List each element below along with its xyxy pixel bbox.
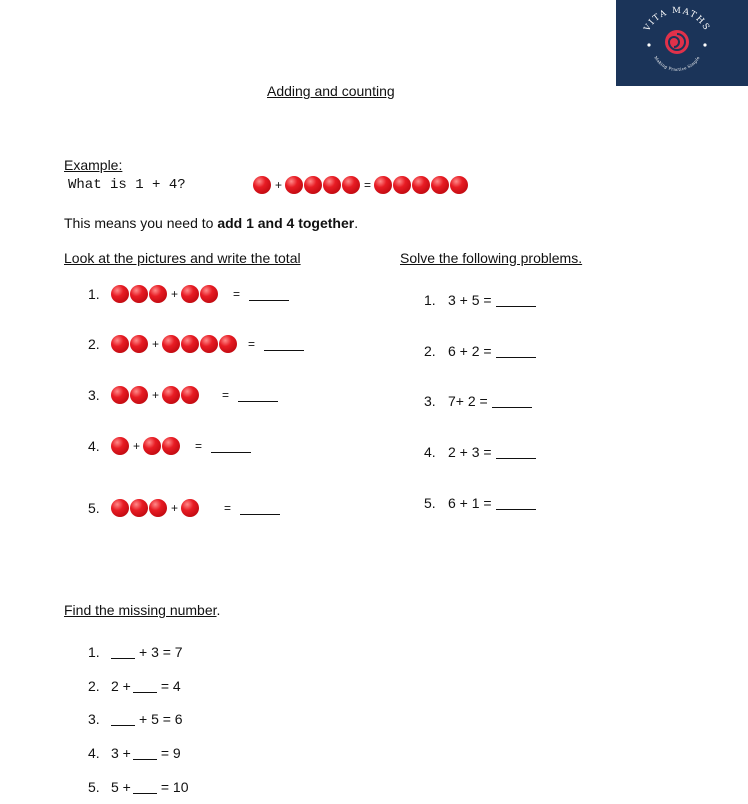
answer-blank[interactable]	[496, 345, 536, 358]
solve-heading: Solve the following problems.	[400, 250, 583, 266]
equals-sign: =	[195, 439, 203, 453]
example-question: What is 1 + 4?	[68, 177, 186, 193]
problem-after: = 9	[160, 745, 181, 761]
picture-problem	[88, 283, 289, 305]
missing-heading: Find the missing number	[64, 602, 217, 618]
ball-group-b	[285, 176, 361, 194]
example-heading: Example:	[64, 157, 123, 173]
red-ball-icon	[181, 386, 199, 404]
answer-blank[interactable]	[238, 389, 278, 402]
red-ball-icon	[162, 386, 180, 404]
red-ball-icon	[111, 386, 129, 404]
red-ball-icon	[200, 335, 218, 353]
red-ball-icon	[219, 335, 237, 353]
svg-text:VITA MATHS	[642, 6, 712, 34]
solve-problem	[424, 441, 536, 463]
problem-number: 4.	[88, 438, 100, 454]
equals-sign: =	[224, 501, 232, 515]
logo-graphic	[616, 0, 748, 86]
plus-sign: +	[152, 337, 160, 351]
ball-group-a	[111, 499, 168, 517]
red-ball-icon	[323, 176, 341, 194]
problem-number: 3.	[88, 387, 100, 403]
problem-number: 5.	[88, 500, 100, 516]
problem-number: 1.	[88, 286, 100, 302]
problem-text: 2 + 3 =	[448, 444, 492, 460]
red-ball-icon	[181, 499, 199, 517]
red-ball-icon	[412, 176, 430, 194]
red-ball-icon	[162, 335, 180, 353]
picture-problem	[88, 384, 278, 406]
logo-text: VITA MATHS	[642, 5, 712, 34]
plus-sign: +	[171, 287, 179, 301]
red-ball-icon	[111, 285, 129, 303]
missing-blank[interactable]	[133, 680, 157, 693]
problem-number: 3.	[88, 711, 100, 727]
problem-number: 4.	[88, 745, 100, 761]
problem-after: = 4	[160, 678, 181, 694]
picture-problem	[88, 497, 280, 519]
example-picture	[253, 174, 469, 196]
missing-blank[interactable]	[111, 646, 135, 659]
red-ball-icon	[162, 437, 180, 455]
problem-text: 6 + 2 =	[448, 343, 492, 359]
picture-problem	[88, 435, 251, 457]
red-ball-icon	[431, 176, 449, 194]
solve-problem	[424, 340, 536, 362]
vita-maths-logo	[616, 0, 748, 86]
red-ball-icon	[111, 335, 129, 353]
red-ball-icon	[393, 176, 411, 194]
ball-group-total	[374, 176, 469, 194]
ball-group-b	[162, 335, 238, 353]
plus-sign: +	[275, 178, 283, 192]
ball-group-b	[181, 499, 200, 517]
red-ball-icon	[181, 335, 199, 353]
problem-after: + 5 = 6	[139, 711, 183, 727]
ball-group-b	[143, 437, 181, 455]
problem-number: 5.	[424, 495, 436, 511]
logo-tagline: Making Practice Simple	[653, 55, 701, 72]
missing-heading-suffix: .	[216, 602, 221, 618]
red-ball-icon	[143, 437, 161, 455]
plus-sign: +	[171, 501, 179, 515]
problem-number: 2.	[88, 678, 100, 694]
missing-blank[interactable]	[133, 747, 157, 760]
problem-number: 1.	[88, 644, 100, 660]
problem-after: + 3 = 7	[139, 644, 183, 660]
red-ball-icon	[149, 499, 167, 517]
missing-blank[interactable]	[111, 713, 135, 726]
problem-text: 3 + 5 =	[448, 292, 492, 308]
red-ball-icon	[130, 285, 148, 303]
problem-before: 2 +	[111, 678, 131, 694]
ball-group-a	[111, 437, 130, 455]
ball-group-a	[253, 176, 272, 194]
red-ball-icon	[342, 176, 360, 194]
solve-problem	[424, 492, 536, 514]
missing-blank[interactable]	[133, 781, 157, 794]
equals-sign: =	[248, 337, 256, 351]
problem-number: 1.	[424, 292, 436, 308]
explanation-bold: add 1 and 4 together	[217, 215, 355, 231]
red-ball-icon	[111, 499, 129, 517]
problem-before: 3 +	[111, 745, 131, 761]
equals-sign: =	[222, 388, 230, 402]
red-ball-icon	[253, 176, 271, 194]
solve-problem	[424, 390, 532, 412]
problem-before: 5 +	[111, 779, 131, 795]
red-ball-icon	[450, 176, 468, 194]
answer-blank[interactable]	[264, 338, 304, 351]
red-ball-icon	[111, 437, 129, 455]
red-ball-icon	[200, 285, 218, 303]
missing-problem	[88, 675, 181, 697]
plus-sign: +	[133, 439, 141, 453]
missing-problem	[88, 708, 183, 730]
answer-blank[interactable]	[249, 288, 289, 301]
equals-sign: =	[364, 178, 372, 192]
red-ball-icon	[374, 176, 392, 194]
explanation-prefix: This means you need to	[64, 215, 218, 231]
page-title: Adding and counting	[267, 83, 395, 99]
problem-number: 2.	[424, 343, 436, 359]
equals-sign: =	[233, 287, 241, 301]
missing-problem	[88, 776, 189, 798]
explanation-suffix: .	[354, 215, 359, 231]
ball-group-b	[162, 386, 200, 404]
red-ball-icon	[130, 499, 148, 517]
answer-blank[interactable]	[496, 497, 536, 510]
red-ball-icon	[130, 386, 148, 404]
picture-problem	[88, 333, 304, 355]
red-ball-icon	[304, 176, 322, 194]
problem-number: 2.	[88, 336, 100, 352]
answer-blank[interactable]	[496, 446, 536, 459]
red-ball-icon	[285, 176, 303, 194]
ball-group-a	[111, 335, 149, 353]
answer-blank[interactable]	[496, 294, 536, 307]
svg-text:Making Practice Simple	[653, 55, 701, 72]
problem-text: 7+ 2 =	[448, 393, 488, 409]
missing-problem	[88, 742, 181, 764]
problem-after: = 10	[160, 779, 189, 795]
red-ball-icon	[149, 285, 167, 303]
plus-sign: +	[152, 388, 160, 402]
answer-blank[interactable]	[211, 440, 251, 453]
missing-heading-line	[64, 602, 220, 618]
problem-number: 5.	[88, 779, 100, 795]
problem-number: 3.	[424, 393, 436, 409]
problem-text: 6 + 1 =	[448, 495, 492, 511]
pictures-heading: Look at the pictures and write the total	[64, 250, 301, 266]
answer-blank[interactable]	[240, 502, 280, 515]
ball-group-b	[181, 285, 219, 303]
ball-group-a	[111, 285, 168, 303]
missing-problem	[88, 641, 183, 663]
answer-blank[interactable]	[492, 395, 532, 408]
red-ball-icon	[181, 285, 199, 303]
red-ball-icon	[130, 335, 148, 353]
ball-group-a	[111, 386, 149, 404]
problem-number: 4.	[424, 444, 436, 460]
solve-problem	[424, 289, 536, 311]
example-explanation	[64, 215, 358, 231]
